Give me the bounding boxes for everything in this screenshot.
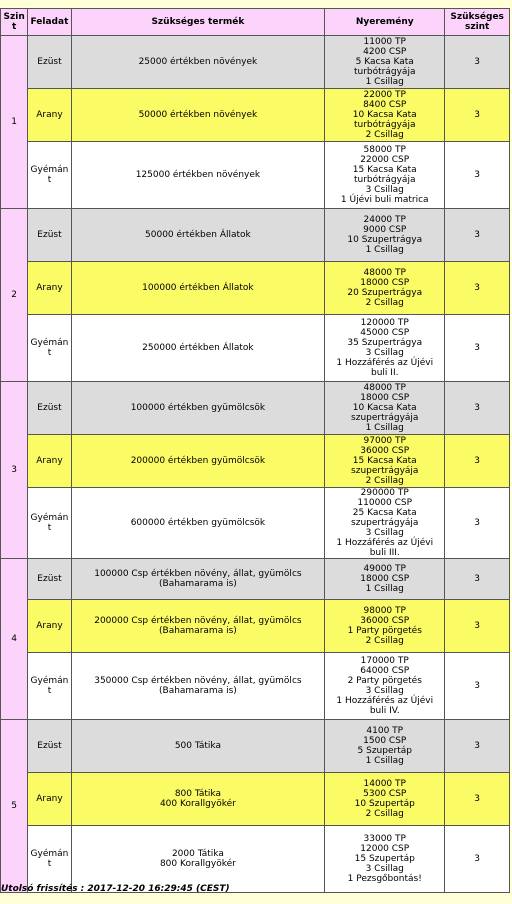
reward-line: 110000 CSP	[357, 498, 413, 508]
reward-line: 15 Kacsa Kata szupertrágyája	[351, 456, 419, 476]
reward-line: 1 Hozzáférés az Újévi buli III.	[336, 538, 434, 558]
reward-line: 12000 CSP	[360, 844, 410, 854]
product-cell	[72, 720, 325, 772]
header-product: Szükséges termék	[72, 9, 325, 35]
level-cell: 1	[1, 36, 27, 208]
required-level-cell: 3	[445, 488, 509, 558]
reward-line: 64000 CSP	[360, 666, 410, 676]
reward-line: 2 Csillag	[365, 476, 404, 486]
reward-cell	[325, 826, 444, 892]
required-level-cell: 3	[445, 315, 509, 381]
reward-line: 36000 CSP	[360, 446, 410, 456]
reward-line: 170000 TP	[360, 656, 409, 666]
table-row	[1, 382, 509, 434]
product-line: 500 Tátika	[174, 741, 221, 751]
reward-line: 48000 TP	[363, 268, 406, 278]
table-row	[1, 262, 509, 314]
reward-cell	[325, 382, 444, 434]
reward-line: 2 Csillag	[365, 809, 404, 819]
table-row	[1, 600, 509, 652]
reward-line: 10 Szupertrágya	[347, 235, 423, 245]
product-line: 2000 Tátika	[171, 849, 224, 859]
required-level-cell: 3	[445, 262, 509, 314]
reward-line: 1500 CSP	[363, 736, 407, 746]
reward-line: 10 Kacsa Kata szupertrágyája	[351, 403, 419, 423]
required-level-cell: 3	[445, 559, 509, 599]
reward-line: 1 Csillag	[365, 423, 404, 433]
required-level-cell: 3	[445, 382, 509, 434]
last-updated-text: Utolsó frissítés : 2017-12-20 16:29:45 (CEST)	[1, 884, 230, 894]
reward-line: 4100 TP	[366, 726, 404, 736]
reward-line: 3 Csillag	[365, 348, 404, 358]
header-level: Szint	[1, 9, 27, 35]
reward-line: 33000 TP	[363, 834, 406, 844]
product-cell	[72, 826, 325, 892]
product-cell	[72, 773, 325, 825]
reward-line: 10 Kacsa Kata turbótrágyája	[352, 110, 417, 130]
reward-line: 9000 CSP	[363, 225, 407, 235]
reward-line: 14000 TP	[363, 779, 406, 789]
reward-line: 8400 CSP	[363, 100, 407, 110]
reward-line: 18000 CSP	[360, 393, 410, 403]
task-cell: Ezüst	[28, 36, 70, 88]
required-level-cell: 3	[445, 826, 509, 892]
reward-cell	[325, 209, 444, 261]
product-cell: 50000 értékben növények	[72, 89, 325, 141]
product-cell: 200000 értékben gyümölcsök	[72, 435, 325, 487]
reward-line: 3 Csillag	[365, 864, 404, 874]
reward-line: 49000 TP	[363, 564, 406, 574]
product-cell: 100000 értékben Állatok	[72, 262, 325, 314]
reward-line: 1 Csillag	[365, 77, 404, 87]
reward-line: 36000 CSP	[360, 616, 410, 626]
task-cell: Ezüst	[28, 382, 70, 434]
reward-cell	[325, 435, 444, 487]
required-level-cell: 3	[445, 653, 509, 719]
task-cell: Arany	[28, 600, 70, 652]
product-cell: 200000 Csp értékben növény, állat, gyümölcs (Bahamarama is)	[72, 600, 325, 652]
table-header-row	[1, 9, 509, 35]
reward-line: 45000 CSP	[360, 328, 410, 338]
required-level-cell: 3	[445, 36, 509, 88]
reward-line: 25 Kacsa Kata szupertrágyája	[351, 508, 419, 528]
reward-cell	[325, 600, 444, 652]
reward-line: 97000 TP	[363, 436, 406, 446]
reward-cell	[325, 488, 444, 558]
reward-line: 1 Újévi buli matrica	[340, 195, 429, 205]
reward-line: 1 Csillag	[365, 756, 404, 766]
reward-line: 4200 CSP	[363, 47, 407, 57]
reward-line: 20 Szupertrágya	[347, 288, 423, 298]
level-cell: 2	[1, 209, 27, 381]
task-cell: Gyémánt	[28, 488, 70, 558]
product-cell: 350000 Csp értékben növény, állat, gyümölcs (Bahamarama is)	[72, 653, 325, 719]
reward-line: 48000 TP	[363, 383, 406, 393]
reward-cell	[325, 653, 444, 719]
reward-line: 120000 TP	[360, 318, 409, 328]
task-cell: Arany	[28, 435, 70, 487]
task-cell: Gyémánt	[28, 142, 70, 208]
header-task: Feladat	[28, 9, 70, 35]
table-row	[1, 315, 509, 381]
product-line: 800 Korallgyökér	[159, 859, 236, 869]
reward-cell	[325, 559, 444, 599]
reward-cell	[325, 720, 444, 772]
task-cell: Arany	[28, 89, 70, 141]
table-row	[1, 142, 509, 208]
reward-cell	[325, 262, 444, 314]
required-level-cell: 3	[445, 142, 509, 208]
required-level-cell: 3	[445, 600, 509, 652]
product-cell: 250000 értékben Állatok	[72, 315, 325, 381]
reward-line: 5 Szupertáp	[357, 746, 412, 756]
reward-cell	[325, 89, 444, 141]
reward-line: 5 Kacsa Kata turbótrágyája	[354, 57, 416, 77]
reward-line: 1 Csillag	[365, 584, 404, 594]
reward-line: 58000 TP	[363, 145, 406, 155]
reward-line: 1 Party pörgetés	[347, 626, 422, 636]
reward-line: 2 Csillag	[365, 636, 404, 646]
reward-line: 2 Csillag	[365, 130, 404, 140]
level-cell: 5	[1, 720, 27, 892]
required-level-cell: 3	[445, 773, 509, 825]
required-level-cell: 3	[445, 209, 509, 261]
reward-cell	[325, 315, 444, 381]
reward-line: 5300 CSP	[363, 789, 407, 799]
task-cell: Ezüst	[28, 209, 70, 261]
reward-line: 18000 CSP	[360, 574, 410, 584]
reward-line: 98000 TP	[363, 606, 406, 616]
required-level-cell: 3	[445, 89, 509, 141]
reward-line: 11000 TP	[363, 37, 406, 47]
table-row	[1, 209, 509, 261]
reward-line: 3 Csillag	[365, 185, 404, 195]
task-cell: Gyémánt	[28, 315, 70, 381]
product-cell: 25000 értékben növények	[72, 36, 325, 88]
product-cell: 600000 értékben gyümölcsök	[72, 488, 325, 558]
reward-line: 1 Pezsgőbontás!	[347, 874, 422, 884]
required-level-cell: 3	[445, 435, 509, 487]
reward-line: 22000 TP	[363, 90, 406, 100]
task-cell: Ezüst	[28, 720, 70, 772]
reward-line: 1 Hozzáférés az Újévi buli IV.	[336, 696, 434, 716]
task-cell: Arany	[28, 773, 70, 825]
product-line: 800 Tátika	[174, 789, 221, 799]
reward-line: 290000 TP	[360, 488, 409, 498]
rewards-table	[0, 8, 510, 893]
level-cell: 4	[1, 559, 27, 719]
reward-line: 1 Hozzáférés az Újévi buli II.	[336, 358, 434, 378]
product-cell: 100000 Csp értékben növény, állat, gyümölcs (Bahamarama is)	[72, 559, 325, 599]
table-row	[1, 720, 509, 772]
reward-line: 3 Csillag	[365, 686, 404, 696]
header-required-level: Szükséges szint	[445, 9, 509, 35]
table-row	[1, 559, 509, 599]
product-cell: 50000 értékben Állatok	[72, 209, 325, 261]
reward-cell	[325, 142, 444, 208]
reward-line: 15 Szupertáp	[354, 854, 415, 864]
product-cell: 100000 értékben gyümölcsök	[72, 382, 325, 434]
reward-line: 24000 TP	[363, 215, 406, 225]
reward-line: 18000 CSP	[360, 278, 410, 288]
table-row	[1, 653, 509, 719]
table-row	[1, 826, 509, 892]
reward-line: 2 Csillag	[365, 298, 404, 308]
reward-line: 35 Szupertrágya	[347, 338, 423, 348]
reward-line: 22000 CSP	[360, 155, 410, 165]
table-row	[1, 773, 509, 825]
reward-line: 2 Party pörgetés	[347, 676, 422, 686]
table-row	[1, 435, 509, 487]
product-cell: 125000 értékben növények	[72, 142, 325, 208]
product-line: 400 Korallgyökér	[159, 799, 236, 809]
reward-cell	[325, 773, 444, 825]
reward-line: 15 Kacsa Kata turbótrágyája	[352, 165, 417, 185]
reward-line: 10 Szupertáp	[354, 799, 415, 809]
task-cell: Gyémánt	[28, 653, 70, 719]
table-row	[1, 89, 509, 141]
task-cell: Ezüst	[28, 559, 70, 599]
table-row	[1, 488, 509, 558]
task-cell: Gyémánt	[28, 826, 70, 892]
header-reward: Nyeremény	[325, 9, 444, 35]
level-cell: 3	[1, 382, 27, 558]
reward-line: 3 Csillag	[365, 528, 404, 538]
table-body	[1, 36, 509, 892]
table-row	[1, 36, 509, 88]
required-level-cell: 3	[445, 720, 509, 772]
reward-cell	[325, 36, 444, 88]
reward-line: 1 Csillag	[365, 245, 404, 255]
task-cell: Arany	[28, 262, 70, 314]
